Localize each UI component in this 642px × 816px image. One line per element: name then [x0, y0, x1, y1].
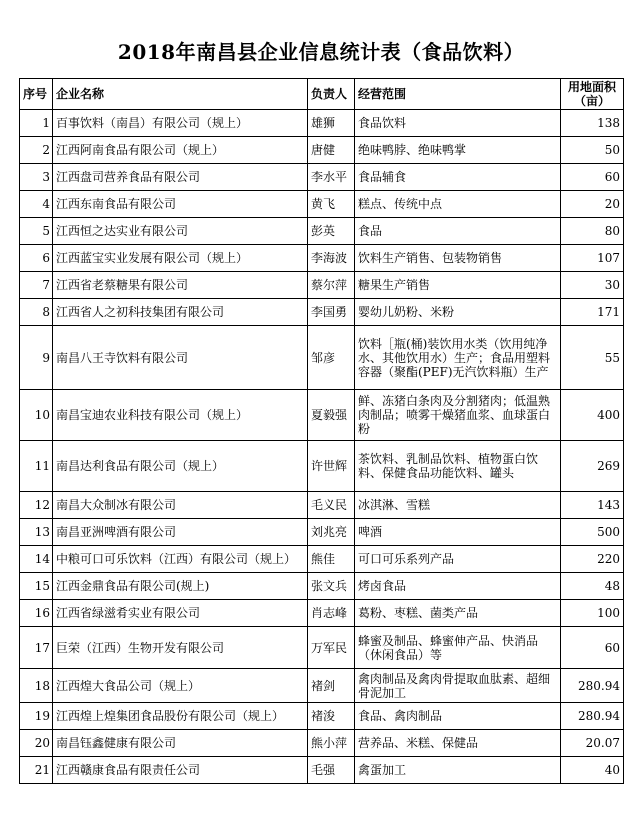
cell-person: 万军民: [308, 627, 355, 669]
cell-no: 17: [20, 627, 53, 669]
table-row: [20, 627, 624, 669]
cell-area: 50: [561, 137, 624, 164]
cell-scope: 营养品、米糕、保健品: [355, 730, 561, 757]
cell-no: 3: [20, 164, 53, 191]
table-row: [20, 441, 624, 492]
cell-scope: 糖果生产销售: [355, 272, 561, 299]
cell-person: 雄狮: [308, 110, 355, 137]
table-row: [20, 218, 624, 245]
header-scope: 经营范围: [355, 79, 561, 110]
cell-person: 李海波: [308, 245, 355, 272]
cell-scope: 绝味鸭脖、绝味鸭掌: [355, 137, 561, 164]
cell-no: 19: [20, 703, 53, 730]
cell-name: 南昌亚洲啤酒有限公司: [53, 519, 308, 546]
cell-name: 江西煌大食品公司（规上）: [53, 669, 308, 703]
cell-no: 2: [20, 137, 53, 164]
table-row: [20, 703, 624, 730]
table-row: [20, 492, 624, 519]
cell-name: 南昌宝迪农业科技有限公司（规上）: [53, 390, 308, 441]
cell-no: 18: [20, 669, 53, 703]
cell-person: 夏毅强: [308, 390, 355, 441]
cell-name: 江西阿南食品有限公司（规上）: [53, 137, 308, 164]
cell-scope: 禽蛋加工: [355, 757, 561, 784]
cell-area: 48: [561, 573, 624, 600]
cell-person: 毛强: [308, 757, 355, 784]
cell-area: 400: [561, 390, 624, 441]
cell-scope: 冰淇淋、雪糕: [355, 492, 561, 519]
cell-no: 12: [20, 492, 53, 519]
table-row: [20, 519, 624, 546]
cell-name: 江西省绿滋肴实业有限公司: [53, 600, 308, 627]
cell-scope: 食品饮料: [355, 110, 561, 137]
cell-scope: 烤卤食品: [355, 573, 561, 600]
cell-person: 李国勇: [308, 299, 355, 326]
cell-scope: 鲜、冻猪白条肉及分割猪肉；低温熟肉制品；喷雾干燥猪血浆、血球蛋白粉: [355, 390, 561, 441]
cell-person: 肖志峰: [308, 600, 355, 627]
table-row: [20, 730, 624, 757]
table-row: [20, 600, 624, 627]
cell-area: 60: [561, 627, 624, 669]
header-name: 企业名称: [53, 79, 308, 110]
cell-scope: 禽肉制品及禽肉骨提取血肽素、超细骨泥加工: [355, 669, 561, 703]
cell-no: 4: [20, 191, 53, 218]
cell-scope: 食品、禽肉制品: [355, 703, 561, 730]
table-row: [20, 757, 624, 784]
cell-name: 江西赣康食品有限责任公司: [53, 757, 308, 784]
cell-name: 江西蓝宝实业发展有限公司（规上）: [53, 245, 308, 272]
cell-area: 40: [561, 757, 624, 784]
cell-name: 南昌达利食品有限公司（规上）: [53, 441, 308, 492]
cell-person: 李水平: [308, 164, 355, 191]
cell-name: 江西省人之初科技集团有限公司: [53, 299, 308, 326]
cell-scope: 蜂蜜及制品、蜂蜜伸产品、快消品（休闲食品）等: [355, 627, 561, 669]
table-row: [20, 390, 624, 441]
header-area: 用地面积（亩）: [561, 79, 624, 110]
cell-person: 褚剑: [308, 669, 355, 703]
table-row: [20, 669, 624, 703]
cell-area: 55: [561, 326, 624, 390]
cell-person: 毛义民: [308, 492, 355, 519]
cell-name: 南昌钰鑫健康有限公司: [53, 730, 308, 757]
cell-name: 江西东南食品有限公司: [53, 191, 308, 218]
table-row: [20, 326, 624, 390]
cell-scope: 可口可乐系列产品: [355, 546, 561, 573]
page-title: 2018年南昌县企业信息统计表（食品饮料）: [117, 40, 525, 64]
cell-name: 江西省老蔡糖果有限公司: [53, 272, 308, 299]
cell-area: 280.94: [561, 669, 624, 703]
cell-no: 1: [20, 110, 53, 137]
table-row: [20, 191, 624, 218]
cell-scope: 饮料生产销售、包装物销售: [355, 245, 561, 272]
cell-scope: 葛粉、枣糕、菌类产品: [355, 600, 561, 627]
cell-area: 171: [561, 299, 624, 326]
cell-no: 21: [20, 757, 53, 784]
cell-scope: 茶饮料、乳制品饮料、植物蛋白饮料、保健食品功能饮料、罐头: [355, 441, 561, 492]
cell-scope: 食品: [355, 218, 561, 245]
cell-person: 刘兆亮: [308, 519, 355, 546]
cell-name: 江西金鼎食品有限公司(规上): [53, 573, 308, 600]
cell-scope: 饮料［瓶(桶)装饮用水类（饮用纯净水、其他饮用水）生产；食品用塑料容器（聚酯(PEF)无汽饮料瓶）生产: [355, 326, 561, 390]
table-row: [20, 110, 624, 137]
cell-area: 500: [561, 519, 624, 546]
cell-area: 80: [561, 218, 624, 245]
cell-no: 6: [20, 245, 53, 272]
cell-person: 熊佳: [308, 546, 355, 573]
cell-area: 220: [561, 546, 624, 573]
cell-name: 南昌大众制冰有限公司: [53, 492, 308, 519]
cell-person: 唐健: [308, 137, 355, 164]
table-row: [20, 299, 624, 326]
cell-person: 蔡尔萍: [308, 272, 355, 299]
header-person: 负责人: [308, 79, 355, 110]
table-row: [20, 546, 624, 573]
cell-scope: 婴幼儿奶粉、米粉: [355, 299, 561, 326]
cell-no: 14: [20, 546, 53, 573]
table-row: [20, 245, 624, 272]
cell-area: 107: [561, 245, 624, 272]
cell-name: 中粮可口可乐饮料（江西）有限公司（规上）: [53, 546, 308, 573]
cell-person: 黄飞: [308, 191, 355, 218]
cell-scope: 食品辅食: [355, 164, 561, 191]
cell-no: 16: [20, 600, 53, 627]
cell-person: 许世辉: [308, 441, 355, 492]
cell-person: 邹彦: [308, 326, 355, 390]
cell-person: 彭英: [308, 218, 355, 245]
cell-no: 20: [20, 730, 53, 757]
table-row: [20, 137, 624, 164]
cell-no: 13: [20, 519, 53, 546]
cell-area: 20.07: [561, 730, 624, 757]
cell-name: 南昌八王寺饮料有限公司: [53, 326, 308, 390]
cell-name: 江西盘司营养食品有限公司: [53, 164, 308, 191]
cell-no: 10: [20, 390, 53, 441]
cell-no: 15: [20, 573, 53, 600]
table-row: [20, 573, 624, 600]
enterprise-table: [19, 78, 624, 784]
cell-area: 20: [561, 191, 624, 218]
cell-area: 280.94: [561, 703, 624, 730]
cell-no: 9: [20, 326, 53, 390]
cell-area: 143: [561, 492, 624, 519]
cell-area: 138: [561, 110, 624, 137]
cell-no: 11: [20, 441, 53, 492]
cell-scope: 啤酒: [355, 519, 561, 546]
table-body: [20, 110, 624, 784]
table-row: [20, 272, 624, 299]
cell-no: 5: [20, 218, 53, 245]
cell-name: 巨荣（江西）生物开发有限公司: [53, 627, 308, 669]
cell-no: 8: [20, 299, 53, 326]
cell-person: 熊小萍: [308, 730, 355, 757]
cell-area: 30: [561, 272, 624, 299]
cell-area: 60: [561, 164, 624, 191]
cell-area: 269: [561, 441, 624, 492]
cell-name: 江西煌上煌集团食品股份有限公司（规上）: [53, 703, 308, 730]
cell-name: 百事饮料（南昌）有限公司（规上）: [53, 110, 308, 137]
cell-person: 张文兵: [308, 573, 355, 600]
cell-no: 7: [20, 272, 53, 299]
cell-person: 褚浚: [308, 703, 355, 730]
table-row: [20, 164, 624, 191]
cell-area: 100: [561, 600, 624, 627]
cell-name: 江西恒之达实业有限公司: [53, 218, 308, 245]
header-no: 序号: [20, 79, 53, 110]
header-row: [20, 79, 624, 110]
cell-scope: 糕点、传统中点: [355, 191, 561, 218]
